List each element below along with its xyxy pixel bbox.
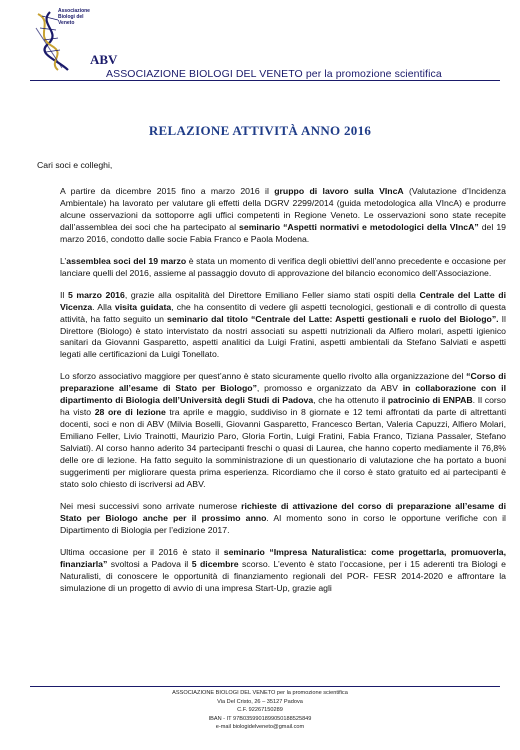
- logo-abv: ABV: [90, 52, 118, 67]
- letterhead-footer: [0, 689, 520, 732]
- report-body: [60, 186, 506, 605]
- bold-run: seminario “Aspetti normativi e metodologici della VIncA”: [239, 221, 479, 232]
- bold-run: assemblea soci del 19 marzo: [66, 255, 187, 266]
- salutation: Cari soci e colleghi,: [37, 160, 113, 170]
- letterhead: [0, 0, 520, 78]
- bold-run: Centrale del Latte di Vicenza: [60, 289, 506, 312]
- text-run: del 19 marzo 2016, condotto dalle socie Fabia Franco e Paola Modena.: [60, 221, 506, 244]
- abv-logo: [28, 8, 120, 72]
- bold-run: seminario dal titolo “Centrale del Latte: Aspetti gestionali e ruolo del Biologo”.: [167, 313, 499, 324]
- paragraph: [60, 371, 506, 491]
- text-run: . Il corso ha visto: [60, 395, 506, 418]
- paragraph: [60, 256, 506, 280]
- text-run: tra aprile e maggio, suddiviso in 8 giornate e 12 temi affrontati da parte di altrettanti docenti, soci e non di ABV (Milvia Boselli, Giovanni Gasparetto, Francesco Bertan, Valeria Capuzzi, Alfiero Molari, Emiliano Feller, Livio Trainotti, Maurizio Paro, Gloria Fortin, Luigi Fratini, Fabia Franco, Tiziana Passaler, Stefano Salviati). Al corso hanno aderito 34 partecipanti freschi o quasi di Laurea, che hanno coperto mediamente il 76,8% delle ore di lezione. Ha fatto seguito la somministrazione di un questionario di valutazione che ha portato a buoni suggerimenti per migliorare questa prima esperienza. Ricordiamo che il corso è stato gratuito ed ai partecipanti è stato solo chiesto di iscriversi ad ABV.: [60, 407, 507, 489]
- text-run: . Alla: [92, 301, 115, 312]
- text-run: A partire da dicembre 2015 fino a marzo 2016 il: [60, 186, 275, 196]
- footer-tax-code: C.F. 92267150289: [237, 707, 283, 714]
- bold-run: 5 dicembre: [191, 558, 239, 569]
- bold-run: seminario “Impresa Naturalistica: come progettarla, promuoverla, finanziarla”: [60, 546, 506, 569]
- text-run: svoltosi a Padova il: [107, 558, 192, 569]
- text-run: , promosso e organizzato da ABV: [256, 383, 403, 394]
- text-run: , che ha ottenuto il: [313, 395, 388, 406]
- bold-run: in collaborazione con il dipartimento di Biologia dell’Università degli Studi di Padova: [60, 383, 506, 406]
- footer-association: ASSOCIAZIONE BIOLOGI DEL VENETO per la promozione scientifica: [172, 690, 348, 696]
- text-run: L’: [60, 255, 67, 266]
- text-run: (Valutazione d’Incidenza Ambientale) ha lavorato per valutare gli effetti della DGRV 2299/2014 (guida metodologica alla VIncA) e produrre alcune osservazioni da sottoporre agli uffici competenti in Regione Veneto. Le osservazioni sono state recepite dall’assemblea dei soci che ha partecipato al: [60, 186, 506, 232]
- text-run: Il Direttore (Biologo) è stato intervistato da nostri associati su aspetti nutrizionali da Alfiero molari, aspetti igienico sanitari da Giovanni Gasparetto, aspetti analitici da Luigi Fratini, aspetti ambientali da Stefano Salviati e aspetti legati alle certificazioni da Luigi Tonellato.: [60, 313, 506, 360]
- footer-iban: IBAN - IT 97B0359901899050188525849: [208, 715, 312, 722]
- footer-address: Via Del Cristo, 26 – 35127 Padova: [217, 698, 303, 705]
- bold-run: 5 marzo 2016: [67, 289, 125, 300]
- text-run: . Al momento sono in corso le opportune verifiche con il Dipartimento di Biologia per l’edizione 2017.: [60, 512, 506, 535]
- text-run: è stata un momento di verifica degli obiettivi dell’anno precedente e occasione per lanciare quelli del 2016, assieme al passaggio dovuto di approvazione del bilancio economico dell’Associazione.: [60, 255, 506, 278]
- text-run: Il: [60, 289, 68, 300]
- bold-run: patrocinio di ENPAB: [387, 395, 473, 406]
- document-title: RELAZIONE ATTIVITÀ ANNO 2016: [148, 123, 372, 138]
- bold-run: “Corso di preparazione all’esame di Stato per Biologo”: [60, 371, 506, 394]
- bold-run: 28 ore di lezione: [94, 407, 166, 418]
- bold-run: richieste di attivazione del corso di preparazione all’esame di Stato per Biologo anche per il prossimo anno: [60, 500, 506, 523]
- text-run: , che ha consentito di vedere gli aspetti tecnologici, gestionali e di controllo di questa attività, ha fatto seguito un: [60, 301, 506, 324]
- text-run: Ultima occasione per il 2016 è stato il: [60, 546, 224, 557]
- logo-text: Associazione Biologi del Veneto: [58, 8, 90, 26]
- paragraph: [60, 290, 506, 362]
- footer-email: e-mail biologidelveneto@gmail.com: [215, 724, 305, 731]
- text-run: , grazie alla ospitalità del Direttore Emiliano Feller siamo stati ospiti della: [124, 289, 420, 300]
- paragraph: [60, 186, 506, 246]
- paragraph: [60, 547, 506, 595]
- header-rule: [30, 80, 500, 81]
- footer-rule: [30, 686, 500, 687]
- text-run: scorso. L’evento è stato l’occasione, per i 15 aderenti tra Biologi e Naturalisti, di conoscere le opportunità di finanziamento regionali del POR- FESR 2014-2020 e affrontare la simulazione di un progetto di avvio di una impresa Start-Up, grazie agli: [60, 558, 507, 593]
- text-run: Lo sforzo associativo maggiore per quest’anno è stato sicuramente quello rivolto alla organizzazione del: [60, 371, 467, 382]
- bold-run: gruppo di lavoro sulla VIncA: [274, 186, 404, 196]
- text-run: Nei mesi successivi sono arrivate numerose: [60, 500, 242, 511]
- association-tagline: ASSOCIAZIONE BIOLOGI DEL VENETO per la promozione scientifica: [106, 68, 442, 80]
- paragraph: [60, 501, 506, 537]
- bold-run: visita guidata: [114, 301, 172, 312]
